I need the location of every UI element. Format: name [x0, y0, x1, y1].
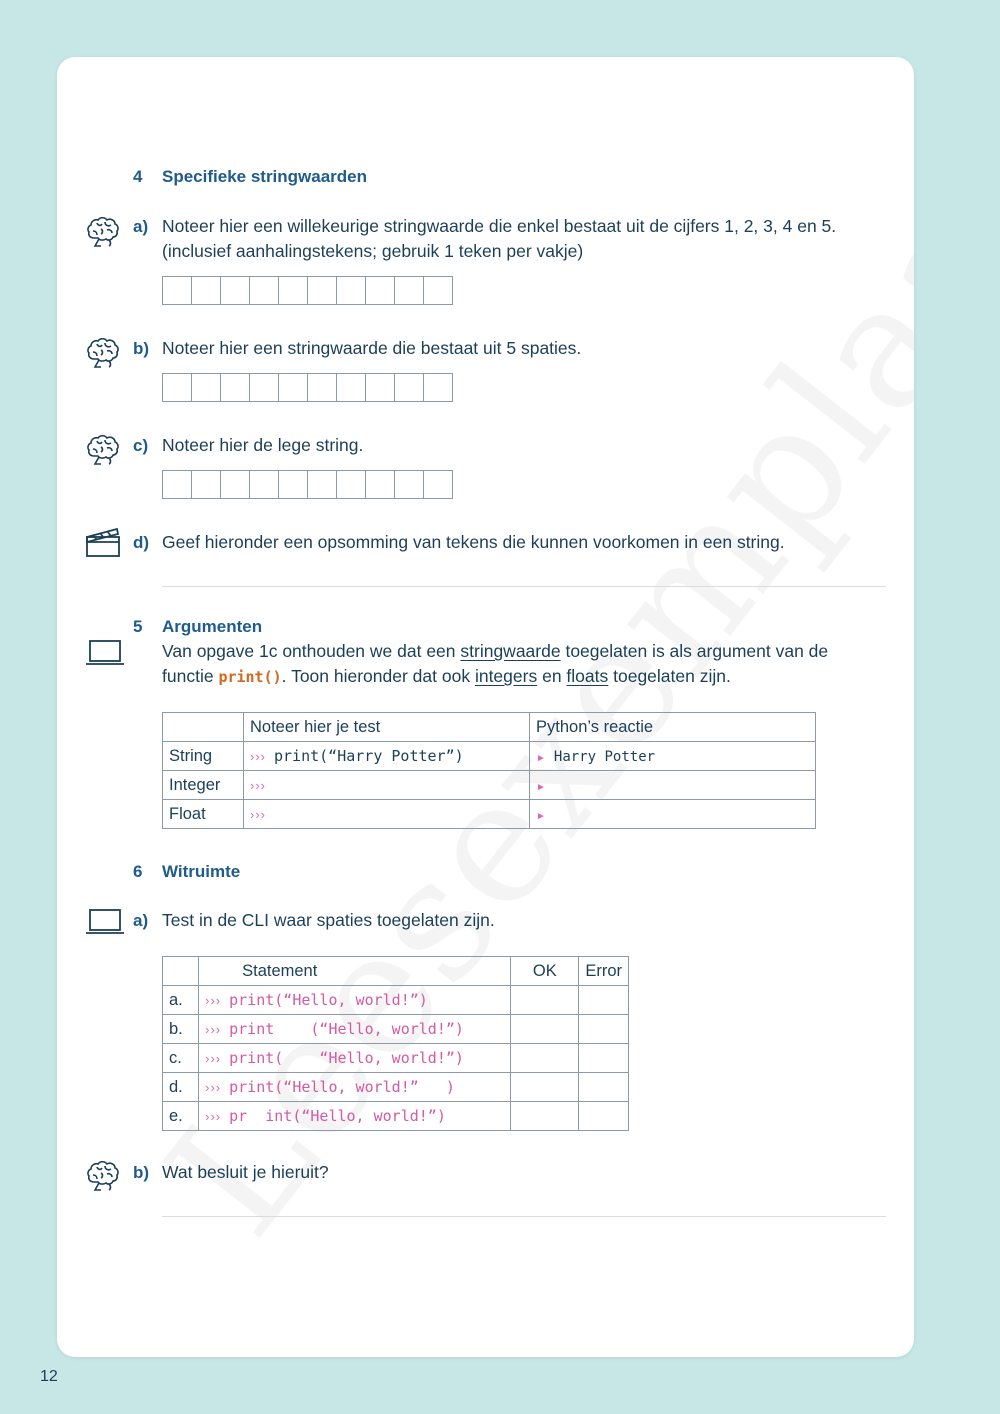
code-print: print() [218, 668, 282, 686]
q4-title: Specifieke stringwaarden [162, 167, 368, 186]
page-number: 12 [40, 1368, 58, 1385]
error-cell[interactable] [579, 1015, 629, 1044]
q4-number: 4 [133, 167, 143, 186]
ok-cell[interactable] [511, 1102, 579, 1131]
clapperboard-icon [84, 523, 124, 559]
brain-icon [85, 1158, 125, 1194]
prompt-icon: ››› [250, 777, 266, 793]
prompt-icon: ››› [205, 1079, 222, 1095]
ok-cell[interactable] [511, 1015, 579, 1044]
q5-text-line2: functie print(). Toon hieronder dat ook integers en floats toegelaten zijn. [162, 666, 731, 686]
whitespace-table [162, 956, 629, 1131]
answer-boxes-4c[interactable] [162, 470, 453, 499]
q4c-label: c) [133, 436, 149, 455]
prompt-icon: ››› [205, 1021, 222, 1037]
q6a-text: Test in de CLI waar spaties toegelaten zijn. [162, 910, 495, 930]
answer-boxes-4a[interactable] [162, 276, 453, 305]
q4a-text-line1: Noteer hier een willekeurige stringwaarde die enkel bestaat uit de cijfers 1, 2, 3, 4 en 5. [162, 216, 837, 236]
header-statement: Statement [199, 957, 511, 986]
q6-number: 6 [133, 862, 143, 881]
table-row: b. ››› print (“Hello, world!”) [163, 1015, 629, 1044]
laptop-icon [85, 635, 125, 671]
q4d-text: Geef hieronder een opsomming van tekens die kunnen voorkomen in een string. [162, 532, 785, 552]
brain-icon [85, 432, 125, 468]
brain-icon [85, 335, 125, 371]
ok-cell[interactable] [511, 986, 579, 1015]
prompt-icon: ››› [250, 748, 266, 764]
ok-cell[interactable] [511, 1073, 579, 1102]
header-error: Error [579, 957, 629, 986]
header-test: Noteer hier je test [244, 713, 530, 742]
table-row: a. ››› print(“Hello, world!”) [163, 986, 629, 1015]
q4a-text-line2: (inclusief aanhalingstekens; gebruik 1 teken per vakje) [162, 241, 584, 261]
output-arrow-icon: ► [536, 810, 546, 822]
prompt-icon: ››› [205, 1108, 222, 1124]
output-arrow-icon: ► [536, 781, 546, 793]
error-cell[interactable] [579, 986, 629, 1015]
table-row: String ››› print(“Harry Potter”) ► Harry Potter [163, 742, 816, 771]
output-arrow-icon: ► [536, 752, 546, 764]
error-cell[interactable] [579, 1044, 629, 1073]
table-header-row [163, 957, 629, 986]
answer-line[interactable] [162, 586, 886, 587]
prompt-icon: ››› [250, 806, 266, 822]
error-cell[interactable] [579, 1102, 629, 1131]
table-row: e. ››› pr int(“Hello, world!”) [163, 1102, 629, 1131]
q4c-text: Noteer hier de lege string. [162, 435, 364, 455]
brain-icon [85, 214, 125, 250]
prompt-icon: ››› [205, 1050, 222, 1066]
q6-title: Witruimte [162, 862, 241, 881]
table-row: c. ››› print( “Hello, world!”) [163, 1044, 629, 1073]
ok-cell[interactable] [511, 1044, 579, 1073]
q6b-label: b) [133, 1163, 150, 1182]
answer-line[interactable] [162, 1216, 886, 1217]
q5-title: Argumenten [162, 617, 263, 636]
arguments-table [162, 712, 816, 829]
q4b-text: Noteer hier een stringwaarde die bestaat uit 5 spaties. [162, 338, 582, 358]
table-row: d. ››› print(“Hello, world!” ) [163, 1073, 629, 1102]
answer-boxes-4b[interactable] [162, 373, 453, 402]
q6b-text: Wat besluit je hieruit? [162, 1162, 329, 1182]
table-row: Integer ››› ► [163, 771, 816, 800]
q5-text-line1: Van opgave 1c onthouden we dat een stringwaarde toegelaten is als argument van de [162, 641, 829, 661]
q4d-label: d) [133, 533, 150, 552]
laptop-icon [85, 904, 125, 940]
header-ok: OK [511, 957, 579, 986]
q4a-label: a) [133, 217, 149, 236]
prompt-icon: ››› [205, 992, 222, 1008]
table-header-row [163, 713, 816, 742]
q4b-label: b) [133, 339, 150, 358]
q5-number: 5 [133, 617, 143, 636]
error-cell[interactable] [579, 1073, 629, 1102]
worksheet-page [57, 57, 914, 1357]
table-row: Float ››› ► [163, 800, 816, 829]
header-reaction: Python’s reactie [530, 713, 816, 742]
q6a-label: a) [133, 911, 149, 930]
